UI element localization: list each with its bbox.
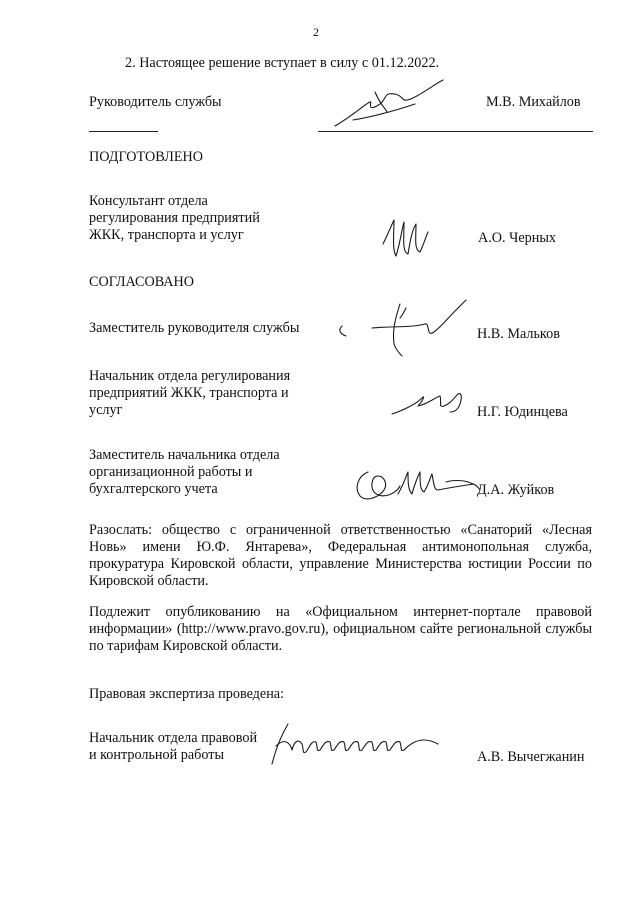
head-name: М.В. Михайлов — [486, 94, 581, 110]
divider-short — [89, 131, 158, 132]
signer-3-name: Д.А. Жуйков — [477, 482, 555, 498]
prepared-position-line-3: ЖКК, транспорта и услуг — [89, 227, 244, 243]
prepared-heading: ПОДГОТОВЛЕНО — [89, 149, 203, 165]
publication-paragraph: Подлежит опубликованию на «Официальном интернет-портале правовой информации» (http://www.pravo.gov.ru), официальном сайте региональной службы по тарифам Кировской области. — [89, 604, 592, 654]
divider-long — [318, 131, 593, 132]
page-number: 2 — [313, 25, 319, 39]
legal-position-line-2: и контрольной работы — [89, 747, 224, 763]
signer-2-name: Н.Г. Юдинцева — [477, 404, 568, 420]
prepared-name: А.О. Черных — [478, 230, 556, 246]
prepared-position-line-1: Консультант отдела — [89, 193, 208, 209]
prepared-signature — [378, 214, 438, 264]
signer-1-name: Н.В. Мальков — [477, 326, 560, 342]
signer-2-signature — [388, 388, 468, 418]
agreed-heading: СОГЛАСОВАНО — [89, 274, 195, 290]
signer-3-position-line-2: организационной работы и — [89, 464, 253, 480]
signer-2-position-line-3: услуг — [89, 402, 123, 418]
signer-3-position-line-1: Заместитель начальника отдела — [89, 447, 280, 463]
legal-name: А.В. Вычегжанин — [477, 749, 585, 765]
signer-2-position-line-2: предприятий ЖКК, транспорта и — [89, 385, 289, 401]
head-position: Руководитель службы — [89, 94, 222, 110]
legal-position-line-1: Начальник отдела правовой — [89, 730, 258, 746]
prepared-position-line-2: регулирования предприятий — [89, 210, 260, 226]
distribution-paragraph: Разослать: общество с ограниченной ответственностью «Санаторий «Лесная Новь» имени Ю.Ф. Янтарева», Федеральная антимонопольная служба, прокуратура Кировской области, управление Министерства юстиции России по Кировской области. — [89, 522, 592, 589]
signer-2-position-line-1: Начальник отдела регулирования — [89, 368, 291, 384]
legal-signature — [262, 718, 444, 768]
signer-1-position: Заместитель руководителя службы — [89, 320, 300, 336]
head-signature — [325, 74, 450, 134]
clause-2: 2. Настоящее решение вступает в силу с 01.12.2022. — [125, 55, 440, 71]
signer-1-signature — [330, 298, 470, 358]
legal-review-label: Правовая экспертиза проведена: — [89, 686, 285, 702]
signer-3-signature — [348, 464, 488, 508]
signer-3-position-line-3: бухгалтерского учета — [89, 481, 218, 497]
